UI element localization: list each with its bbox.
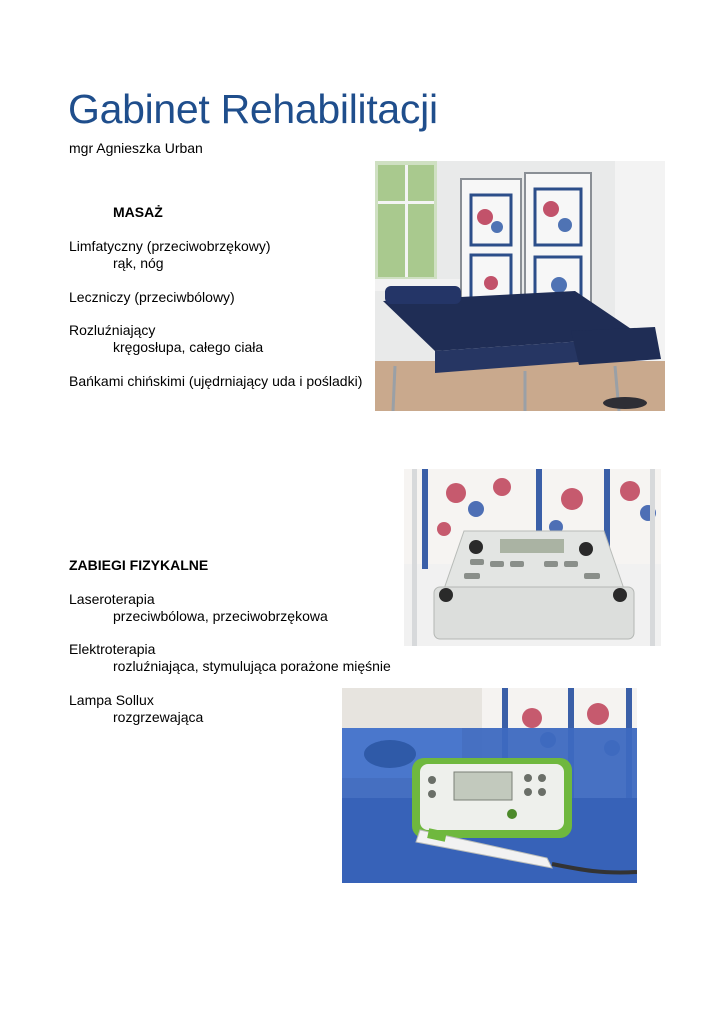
massage-item-name: Rozluźniający — [69, 322, 156, 338]
physio-heading: ZABIEGI FIZYKALNE — [69, 557, 209, 573]
physio-item-name: Lampa Sollux — [69, 692, 154, 708]
laser-device-photo — [342, 688, 637, 883]
page-title: Gabinet Rehabilitacji — [68, 86, 438, 132]
massage-item-detail: rąk, nóg — [113, 255, 164, 271]
massage-item-detail: kręgosłupa, całego ciała — [113, 339, 264, 355]
massage-heading: MASAŻ — [113, 204, 163, 220]
physio-item-name: Laseroterapia — [69, 591, 155, 607]
page-subtitle: mgr Agnieszka Urban — [69, 140, 203, 156]
physio-item-detail: rozluźniająca, stymulująca porażone mięśnie — [113, 658, 391, 674]
massage-item-name: Bańkami chińskimi (ujędrniający uda i pośladki) — [69, 373, 363, 389]
massage-item-name: Limfatyczny (przeciwobrzękowy) — [69, 238, 271, 254]
physio-item-detail: rozgrzewająca — [113, 709, 204, 725]
physio-item-detail: przeciwbólowa, przeciwobrzękowa — [113, 608, 328, 624]
massage-table-photo — [375, 161, 665, 411]
massage-item-name: Leczniczy (przeciwbólowy) — [69, 289, 235, 305]
electrotherapy-device-photo — [404, 469, 661, 646]
physio-item-name: Elektroterapia — [69, 641, 156, 657]
